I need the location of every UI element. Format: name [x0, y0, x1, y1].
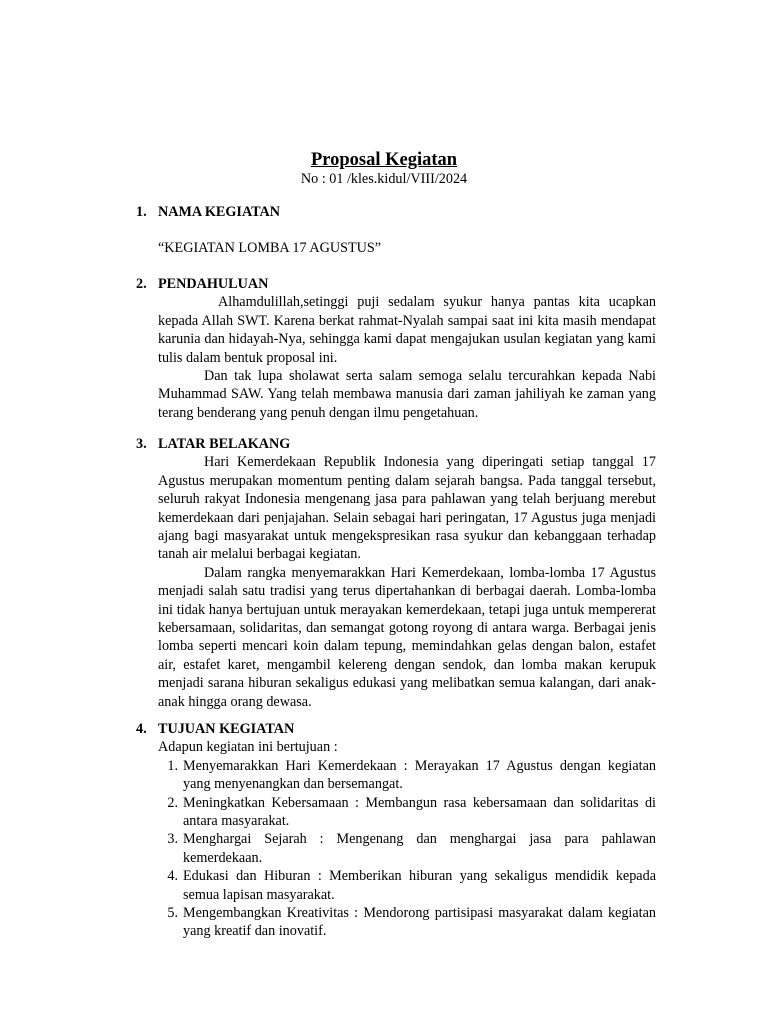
document-title: Proposal Kegiatan: [310, 150, 458, 170]
section-pendahuluan: [136, 275, 656, 422]
section-tujuan-kegiatan: [136, 720, 656, 941]
document-number: No : 01 /kles.kidul/VIII/2024: [300, 171, 468, 187]
section-nama-kegiatan: [136, 203, 656, 258]
goals-intro: Adapun kegiatan ini bertujuan :: [158, 739, 338, 756]
paragraph: Dan tak lupa sholawat serta salam semoga selalu tercurahkan kepada Nabi Muhammad SAW. Yang telah membawa manusia dari zaman jahiliyah ke zaman yang terang benderang yang penuh dengan ilmu pengetahuan.: [158, 368, 656, 421]
activity-name: “KEGIATAN LOMBA 17 AGUSTUS”: [158, 240, 382, 257]
list-item: 4. Edukasi dan Hiburan : Memberikan hiburan yang sekaligus mendidik kepada semua lapisan masyarakat.: [167, 868, 656, 903]
section-latar-belakang: [136, 435, 656, 711]
section-heading: 2. PENDAHULUAN: [136, 276, 269, 292]
list-item: 1. Menyemarakkan Hari Kemerdekaan : Merayakan 17 Agustus dengan kegiatan yang menyenangkan dan bersemangat.: [167, 757, 656, 793]
list-item: 2. Meningkatkan Kebersamaan : Membangun rasa kebersamaan dan solidaritas di antara masyarakat.: [167, 794, 656, 830]
section-heading: 3. LATAR BELAKANG: [136, 436, 291, 452]
goals-list: [158, 757, 656, 941]
paragraph: Hari Kemerdekaan Republik Indonesia yang diperingati setiap tanggal 17 Agustus merupakan momentum penting dalam sejarah bangsa. Pada tanggal tersebut, seluruh rakyat Indonesia mengenang jasa para pahlawan yang telah berjuang merebut kemerdekaan dari penjajahan. Selain sebagai hari peringatan, 17 Agustus juga menjadi ajang bagi masyarakat untuk mengekspresikan rasa syukur dan kebanggaan terhadap tanah air melalui berbagai kegiatan.: [158, 454, 656, 563]
paragraph: Dalam rangka menyemarakkan Hari Kemerdekaan, lomba-lomba 17 Agustus menjadi salah satu tradisi yang terus dipertahankan di berbagai daerah. Lomba-lomba ini tidak hanya bertujuan untuk merayakan kemerdekaan, tetapi juga untuk mempererat kebersamaan, solidaritas, dan semangat gotong royong di antara warga. Berbagai jenis lomba seperti mencari koin dalam tepung, memindahkan gelas dengan balon, estafet air, estafet karet, mengambil kelereng dengan sendok, dan lomba makan kerupuk menjadi sarana hiburan sekaligus edukasi yang melibatkan semua kalangan, dari anak-anak hingga orang dewasa.: [158, 564, 656, 710]
section-heading: 1. NAMA KEGIATAN: [136, 204, 281, 220]
list-item: 3. Menghargai Sejarah : Mengenang dan menghargai jasa para pahlawan kemerdekaan.: [167, 831, 656, 866]
section-heading: 4. TUJUAN KEGIATAN: [136, 721, 295, 737]
list-item: 5. Mengembangkan Kreativitas : Mendorong partisipasi masyarakat dalam kegiatan yang kreatif dan inovatif.: [167, 905, 656, 940]
paragraph: Alhamdulillah,setinggi puji sedalam syukur hanya pantas kita ucapkan kepada Allah SWT. Karena berkat rahmat-Nyalah sampai saat ini kita masih mendapat karunia dan hidayah-Nya, sehingga kami dapat mengajukan usulan kegiatan yang kami tulis dalam bentuk proposal ini.: [158, 294, 656, 366]
